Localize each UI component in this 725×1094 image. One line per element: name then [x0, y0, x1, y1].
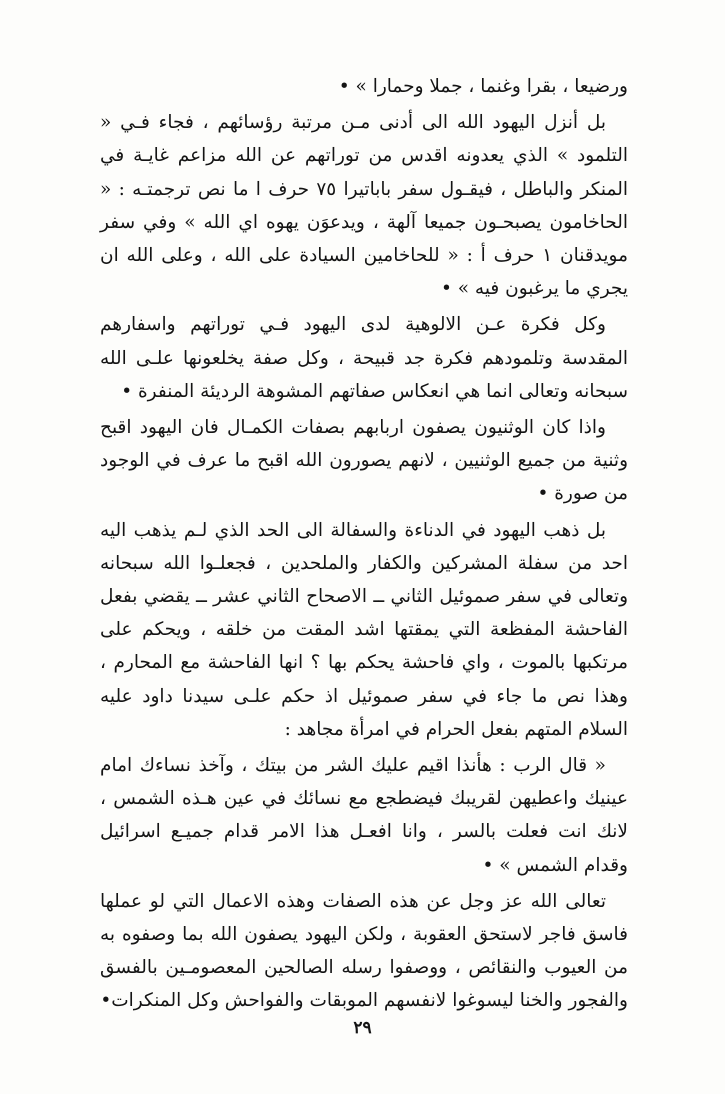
- paragraph-1: ورضيعا ، بقرا وغنما ، جملا وحمارا » •: [338, 76, 628, 97]
- body-text: [100, 70, 628, 1021]
- paragraph-3: وكل فكرة عـن الالوهية لدى اليهود فـي توراتهم واسفارهم المقدسة وتلمودهم فكرة جد قبيحة ، وكل صفة يخلعونها علـى الله سبحانه وتعالى انما هي انعكاس صفاتهم المشوهة الرديئة المنفرة •: [100, 314, 628, 402]
- paragraph-5: بل ذهب اليهود في الدناءة والسفالة الى الحد الذي لـم يذهب اليه احد من سفلة المشركين والكفار والملحدين ، فجعلـوا الله سبحانه وتعالى في سفر صموئيل الثاني ــ الاصحاح الثاني عشر ــ يقضي بفعل الفاحشة المفظعة التي يمقتها اشد المقت من خلقه ، ويحكم على مرتكبها بالموت ، واي فاحشة يحكم بها ؟ انها الفاحشة مع المحارم ، وهذا نص ما جاء في سفر صموئيل اذ حكم علـى سيدنا داود عليه السلام المتهم بفعل الحرام في امرأة مجاهد :: [100, 519, 628, 740]
- paragraph-4: واذا كان الوثنيون يصفون اربابهم بصفات الكمـال فان اليهود اقبح وثنية من جميع الوثنيين ، لانهم يصورون الله اقبح ما عرف في الوجود من صورة •: [100, 417, 628, 505]
- paragraph-2: بل أنزل اليهود الله الى أدنى مـن مرتبة رؤسائهم ، فجاء فـي « التلمود » الذي يعدونه اقدس من توراتهم عن الله مزاعم غايـة في المنكر والباطل ، فيقـول سفر باباتيرا ٧٥ حرف ا ما نص ترجمتـه : « الحاخامون يصبحـون جميعا آلهة ، ويدعوَن يهوه اي الله » وفي سفر مويدقنان ١ حرف أ : « للحاخامين السيادة على الله ، وعلى الله ان يجري ما يرغبون فيه » •: [100, 112, 629, 300]
- page-number: ٢٩: [353, 1018, 372, 1038]
- paragraph-7: تعالى الله عز وجل عن هذه الصفات وهذه الاعمال التي لو عملها فاسق فاجر لاستحق العقوبة ، ولكن اليهود يصفون الله بما وصفوه به من العيوب والنقائص ، ووصفوا رسله الصالحين المعصومـين بالفسق والفجور والخنا ليسوغوا لانفسهم الموبقات والفواحش وكل المنكرات•: [100, 890, 628, 1012]
- paragraph-6-quote: « قال الرب : هأنذا اقيم عليك الشر من بيتك ، وآخذ نساءك امام عينيك واعطيهن لقريبك فيضطجع مع نسائك في عين هـذه الشمس ، لانك انت فعلت بالسر ، وانا افعـل هذا الامر قدام جميـع اسرائيل وقدام الشمس » •: [100, 755, 628, 876]
